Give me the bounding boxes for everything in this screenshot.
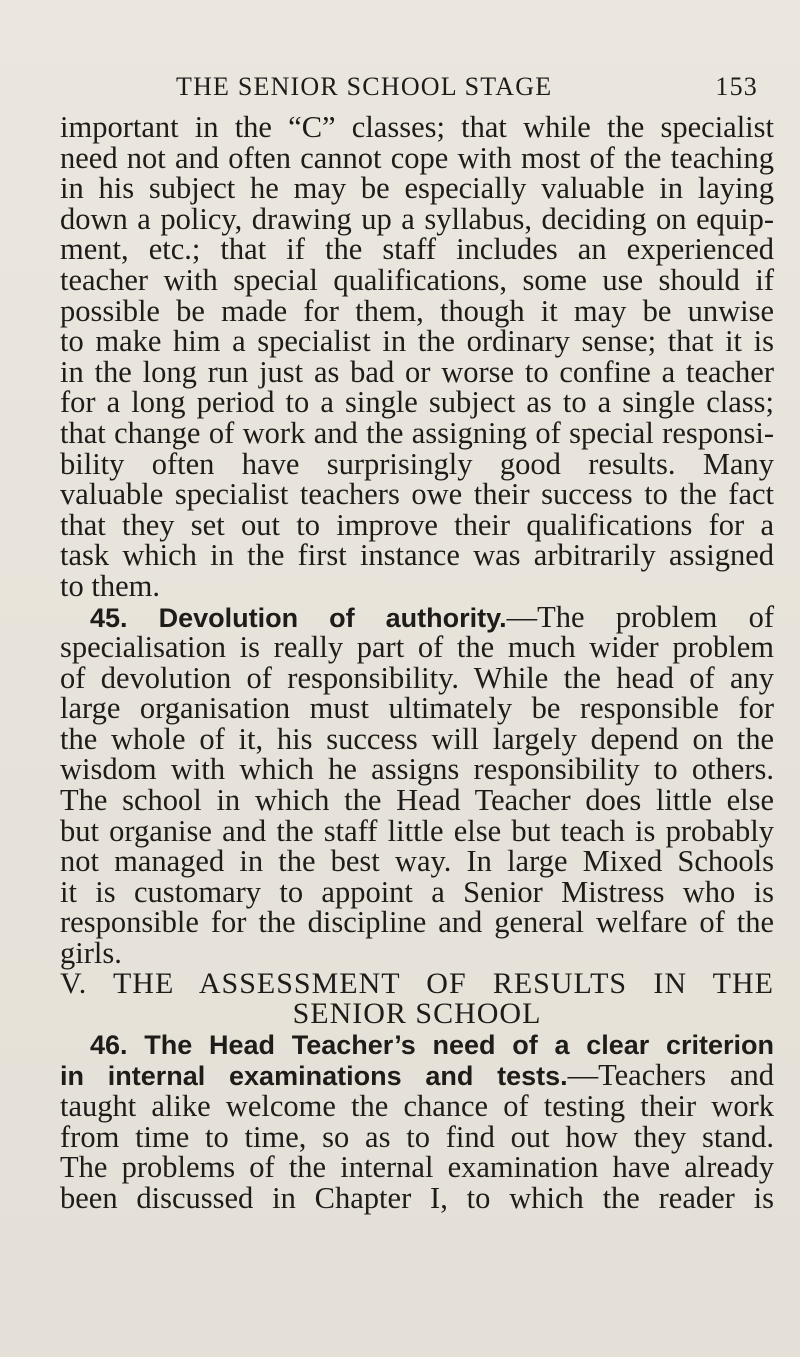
- text-line: but organise and the staff little else but teach is probably: [60, 813, 774, 848]
- text-line: that change of work and the assigning of special responsi-: [60, 415, 774, 450]
- section-46: [60, 1030, 774, 1214]
- text-line: the whole of it, his success will largely depend on the: [60, 721, 774, 756]
- text-line: wisdom with which he assigns responsibility to others.: [60, 752, 774, 787]
- text-line: possible be made for them, though it may be unwise: [60, 293, 774, 328]
- page-number: 153: [715, 72, 758, 101]
- text-line: it is customary to appoint a Senior Mistress who is: [60, 874, 774, 909]
- text-line: teacher with special qualifications, some use should if: [60, 262, 774, 297]
- section-45-first-line: [60, 599, 774, 634]
- section-45: [60, 599, 774, 971]
- section-v-heading-line-2: SENIOR SCHOOL: [292, 997, 542, 1031]
- text-line: The school in which the Head Teacher does little else: [60, 783, 774, 818]
- section-46-second-line: [60, 1060, 774, 1091]
- text-line: important in the “C” classes; that while the specialist: [60, 110, 774, 144]
- running-head: [176, 72, 780, 102]
- text-line: in his subject he may be especially valuable in laying: [60, 171, 774, 206]
- running-title: THE SENIOR SCHOOL STAGE: [176, 72, 553, 101]
- section-45-heading: 45. Devolution of authority.: [90, 602, 507, 633]
- text-line: to make him a specialist in the ordinary sense; that it is: [60, 324, 774, 359]
- text-line: down a policy, drawing up a syllabus, deciding on equip-: [60, 201, 774, 236]
- text-line: to them.: [60, 568, 160, 603]
- text-line: from time to time, so as to find out how they stand.: [60, 1119, 774, 1154]
- text-line: taught alike welcome the chance of testing their work: [60, 1089, 774, 1123]
- text-line: in the long run just as bad or worse to confine a teacher: [60, 354, 774, 389]
- text-line: of devolution of responsibility. While the head of any: [60, 660, 774, 695]
- text-line: The problems of the internal examination have already: [60, 1150, 774, 1185]
- text-line: not managed in the best way. In large Mixed Schools: [60, 844, 774, 879]
- section-v-heading: [60, 966, 774, 1031]
- text-line: ment, etc.; that if the staff includes an experienced: [60, 232, 774, 267]
- body-text: [60, 112, 774, 1213]
- text-line: girls.: [60, 936, 122, 971]
- text-line: responsible for the discipline and general welfare of the: [60, 905, 774, 940]
- section-46-heading-line-1: 46. The Head Teacher’s need of a clear criterion: [90, 1029, 774, 1060]
- text-line: been discussed in Chapter I, to which the reader is: [60, 1180, 774, 1215]
- section-45-first-line-text: —The problem of: [506, 599, 774, 634]
- section-46-heading-line-2: in internal examinations and tests.: [60, 1061, 568, 1092]
- text-line: bility often have surprisingly good results. Many: [60, 446, 774, 481]
- text-line: large organisation must ultimately be responsible for: [60, 691, 774, 726]
- text-line: that they set out to improve their qualifications for a: [60, 507, 774, 542]
- text-line: need not and often cannot cope with most of the teaching: [60, 140, 774, 175]
- section-46-second-line-text: —Teachers and: [567, 1058, 774, 1093]
- text-line: task which in the first instance was arbitrarily assigned: [60, 538, 774, 573]
- text-line: specialisation is really part of the much wider problem: [60, 630, 774, 665]
- text-line: valuable specialist teachers owe their success to the fact: [60, 477, 774, 512]
- section-v-heading-line-1: V. THE ASSESSMENT OF RESULTS IN THE: [60, 966, 774, 1000]
- paragraph-continued: [60, 112, 774, 602]
- text-line: for a long period to a single subject as to a single class;: [60, 385, 774, 420]
